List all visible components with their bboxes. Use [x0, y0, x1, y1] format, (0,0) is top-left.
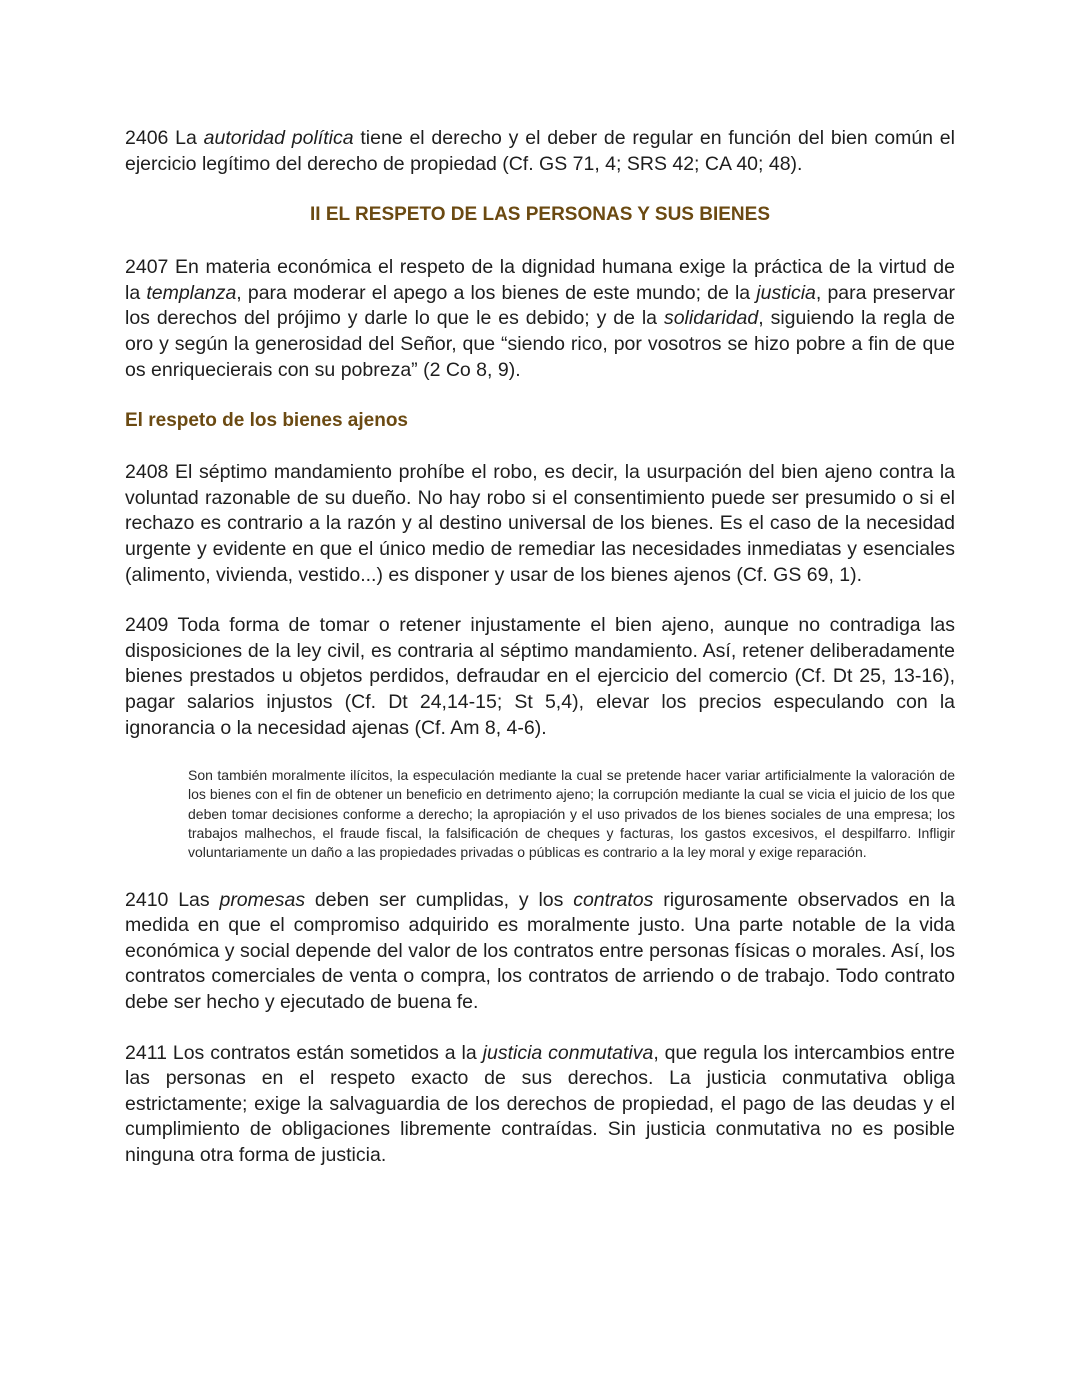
paragraph-number: 2406: [125, 127, 169, 149]
emphasis-text: templanza: [146, 281, 237, 304]
paragraph-2411: 2411 Los contratos están sometidos a la justicia conmutativa, que regula los intercambios entre las personas en el respeto exacto de sus derechos. La justicia conmutativa obliga estrictamente; exige la salvaguardia de los derechos de propiedad, el pago de las deudas y el cumplimiento de obligaciones libremente contraídas. Sin justicia conmutativa no es posible ninguna otra forma de justicia.: [125, 1041, 955, 1166]
section-title: II EL RESPETO DE LAS PERSONAS Y SUS BIENES: [310, 204, 770, 226]
paragraph-number: 2409: [125, 614, 169, 637]
emphasis-text: promesas: [219, 888, 306, 911]
paragraph-number: 2410: [125, 888, 169, 911]
paragraph-2407: 2407 En materia económica el respeto de la dignidad humana exige la práctica de la virtud de la templanza, para moderar el apego a los bienes de este mundo; de la justicia, para preservar los derechos del prójimo y darle lo que le es debido; y de la solidaridad, siguiendo la regla de oro y según la generosidad del Señor, que “siendo rico, por vosotros se hizo pobre a fin de que os enriquecierais con su pobreza” (2 Co 8, 9).: [125, 256, 955, 381]
document-page: [125, 126, 955, 1169]
paragraph-2408: 2408 El séptimo mandamiento prohíbe el robo, es decir, la usurpación del bien ajeno contra la voluntad razonable de su dueño. No hay robo si el consentimiento puede ser presumido o si el rechazo es contrario a la razón y al destino universal de los bienes. Es el caso de la necesidad urgente y evidente en que el único medio de remediar las necesidades inmediatas y esenciales (alimento, vivienda, vestido...) es disponer y usar de los bienes ajenos (Cf. GS 69, 1).: [125, 461, 955, 586]
paragraph-2406: 2406 La autoridad política tiene el derecho y el deber de regular en función del bien común el ejercicio legítimo del derecho de propiedad (Cf. GS 71, 4; SRS 42; CA 40; 48).: [125, 127, 955, 175]
paragraph-2409: 2409 Toda forma de tomar o retener injustamente el bien ajeno, aunque no contradiga las disposiciones de la ley civil, es contraria al séptimo mandamiento. Así, retener deliberadamente bienes prestados u objetos perdidos, defraudar en el ejercicio del comercio (Cf. Dt 25, 13-16), pagar salarios injustos (Cf. Dt 24,14-15; St 5,4), elevar los precios especulando con la ignorancia o la necesidad ajenas (Cf. Am 8, 4-6).: [125, 614, 955, 739]
emphasis-text: solidaridad: [663, 307, 759, 330]
block-quote: Son también moralmente ilícitos, la especulación mediante la cual se pretende hacer variar artificialmente la valoración de los bienes con el fin de obtener un beneficio en detrimento ajeno; la corrupción mediante la cual se vicia el juicio de los que deben tomar decisiones conforme a derecho; la apropiación y el uso privados de los bienes sociales de una empresa; los trabajos malhechos, el fraude fiscal, la falsificación de cheques y facturas, los gastos excesivos, el despilfarro. Infligir voluntariamente un daño a las propiedades privadas o públicas es contrario a la ley moral y exige reparación.: [188, 767, 955, 861]
emphasis-text: justicia conmutativa: [482, 1041, 654, 1064]
emphasis-text: autoridad política: [203, 127, 354, 149]
subsection-title: El respeto de los bienes ajenos: [125, 410, 408, 432]
emphasis-text: contratos: [573, 888, 654, 911]
emphasis-text: justicia: [756, 281, 816, 304]
paragraph-number: 2407: [125, 256, 169, 279]
paragraph-number: 2411: [125, 1041, 167, 1064]
paragraph-2410: 2410 Las promesas deben ser cumplidas, y los contratos rigurosamente observados en la medida en que el compromiso adquirido es moralmente justo. Una parte notable de la vida económica y social depende del valor de los contratos entre personas físicas o morales. Así, los contratos comerciales de venta o compra, los contratos de arriendo o de trabajo. Todo contrato debe ser hecho y ejecutado de buena fe.: [125, 888, 955, 1013]
paragraph-number: 2408: [125, 461, 169, 484]
